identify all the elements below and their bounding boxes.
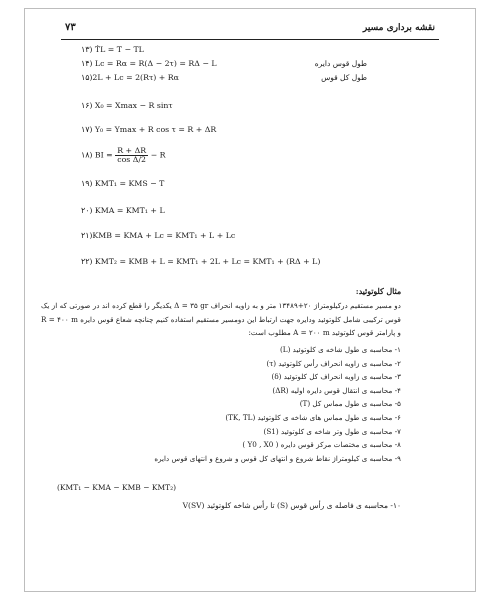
task-list — [41, 343, 401, 465]
formula-18 — [81, 147, 165, 164]
list-item-10: ۱۰- محاسبه ی فاصله ی رأس قوس (S) تا رأس شاخه کلوتوئید (SV)V — [182, 501, 401, 510]
formula-label-total-arc: طول کل قوس — [321, 73, 367, 82]
formula-15: ۱۵)2L + Lc = 2(Rτ) + Rα — [81, 73, 179, 82]
list-item: ۵- محاسبه ی طول مماس کل (T) — [299, 399, 401, 409]
formula-13: ۱۳) T́L = T − TL — [81, 45, 144, 54]
formula-18-suffix: − R — [150, 150, 166, 160]
example-title: مثال کلوتوئید: — [355, 287, 401, 296]
list-item: ۱- محاسبه ی طول شاخه ی کلوتوئید (L) — [279, 345, 401, 354]
header-title: نقشه برداری مسیر — [362, 23, 435, 33]
header-rule — [61, 39, 439, 40]
formula-16: ۱۶) X₀ = Xmax − R sinτ — [81, 101, 173, 110]
list-item: ۶- محاسبه ی طول مماس های شاخه ی کلوتوئید (TK, TL) — [225, 412, 401, 422]
page-number: ۷۳ — [65, 22, 76, 33]
list-item: ۴- محاسبه ی انتقال قوس دایره اولیه (ΔR) — [272, 385, 401, 395]
formula-19: ۱۹) KMT₁ = KMS − T — [81, 179, 165, 188]
document-page — [24, 8, 476, 592]
formula-14: ۱۴) Lc = Rα = R(Δ − 2τ) = RΔ − L — [81, 59, 217, 68]
formula-label-circle-arc: طول قوس دایره — [314, 59, 367, 68]
list-item: ۲- محاسبه ی زاویه انحراف رأس کلوتوئید (τ) — [266, 358, 401, 368]
formula-21: ۲۱)KMB = KMA + Lc = KMT₁ + L + Lc — [81, 231, 236, 240]
list-item: ۸- محاسبه ی مختصات مرکز قوس دایره ( Y0 , X0 ) — [242, 440, 401, 450]
kilometrage-formula: (KMT₁ − KMA − KMB − KMT₂) — [57, 483, 177, 492]
formula-18-prefix: ۱۸) BI = — [81, 150, 113, 160]
list-item: ۳- محاسبه ی زاویه انحراف کل کلوتوئید (δ) — [271, 372, 401, 382]
formula-20: ۲۰) KMA = KMT₁ + L — [81, 206, 165, 215]
example-paragraph: دو مسیر مستقیم درکیلومتراژ ۲۰+۱۳۴۸۹ متر و به زاویه انحراف Δ = ۳۵ gr یکدیگر را قطع کرده اند در صورتی که از یک قوس ترکیبی شامل کلوتوئید ودایره جهت ارتباط این دومسیر مستقیم استفاده کنیم چنانچه شعاع قوس دایره R = ۴۰۰ m و پارامتر قوس کلوتوئید A = ۲۰۰ m مطلوب است: — [41, 301, 401, 337]
formula-22: ۲۲) KMT₂ = KMB + L = KMT₁ + 2L + Lc = KMT₁ + (RΔ + L) — [81, 257, 321, 266]
formula-17: ۱۷) Y₀ = Ymax + R cos τ = R + ΔR — [81, 125, 217, 134]
list-item: ۷- محاسبه ی طول وتر شاخه ی کلوتوئید (S1) — [263, 426, 401, 436]
formula-18-numerator: R + ΔR — [117, 146, 147, 155]
formula-18-fraction — [115, 147, 148, 164]
list-item: ۹- محاسبه ی کیلومتراژ نقاط شروع و انتهای کل قوس و شروع و انتهای قوس دایره — [154, 453, 401, 463]
formula-18-denominator: cos Δ/2 — [117, 155, 147, 165]
